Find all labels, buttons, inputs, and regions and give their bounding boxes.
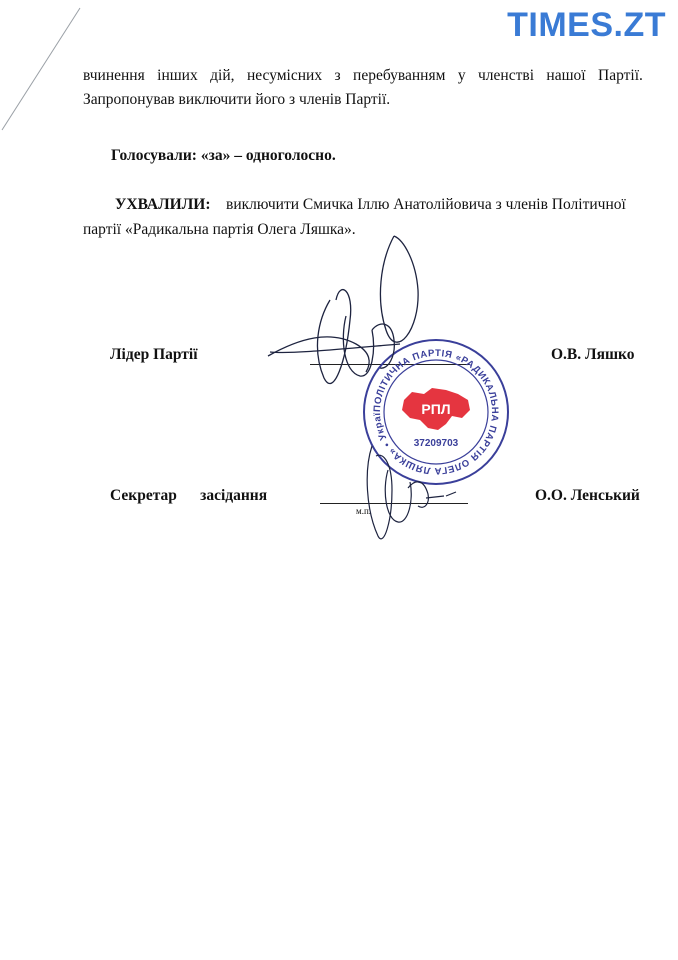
body-word: у [457, 67, 466, 84]
body-word: вчинення [83, 67, 145, 84]
decision-text: виключити Смичка Іллю Анатолійовича з членів Політичної [226, 196, 626, 213]
secretary-label: Секретар засідання [110, 487, 268, 504]
body-word: дій, [210, 67, 235, 84]
decision-line2: партії «Радикальна партія Олега Ляшка». [83, 221, 356, 238]
body-word: членстві [478, 67, 534, 84]
body-paragraph-line2: Запропонував виключити його з членів Партії. [83, 91, 391, 108]
body-word: з [334, 67, 341, 84]
body-word: несумісних [246, 67, 323, 84]
party-seal [0, 0, 508, 484]
scan-mark [2, 8, 80, 130]
vote-result: Голосували: «за» – одноголосно. [111, 147, 336, 164]
body-word: нашої [546, 67, 586, 84]
decision-label: УХВАЛИЛИ: [115, 196, 211, 213]
stamp-place-label: м.п. [356, 506, 372, 516]
body-word: перебуванням [353, 67, 446, 84]
leader-name: О.В. Ляшко [551, 346, 635, 363]
seal-code: 37209703 [413, 438, 459, 449]
secretary-name: О.О. Ленський [535, 487, 640, 504]
leader-label: Лідер Партії [110, 346, 198, 363]
body-word: Партії. [598, 67, 643, 84]
seal-ring-text: ПОЛІТИЧНА ПАРТІЯ «РАДИКАЛЬНА ПАРТІЯ ОЛЕГА ЛЯШКА» • Украї [371, 347, 501, 477]
leader-signature [268, 236, 418, 384]
watermark-logo: TIMES.ZT [507, 6, 666, 44]
seal-center-text: РПЛ [421, 401, 451, 417]
body-word: інших [157, 67, 198, 84]
